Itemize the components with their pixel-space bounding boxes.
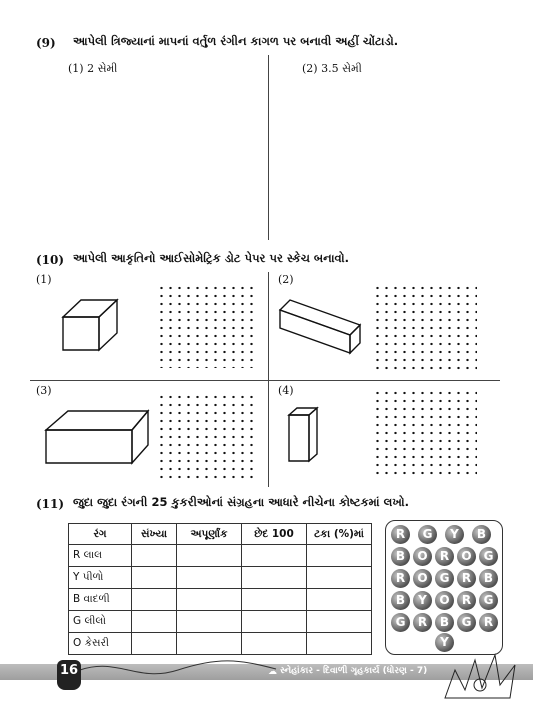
counter-ball: O [435, 591, 454, 610]
row-label-red: R લાલ [69, 545, 132, 567]
counter-ball: O [413, 569, 432, 588]
row-label-orange: O કેસરી [69, 633, 132, 655]
answer-cell[interactable] [307, 545, 372, 567]
table-row [69, 633, 372, 655]
row-label-green: G લીલો [69, 611, 132, 633]
answer-cell[interactable] [177, 567, 242, 589]
answer-cell[interactable] [177, 633, 242, 655]
answer-cell[interactable] [132, 633, 177, 655]
q11-number: (11) [36, 497, 65, 511]
fig3-dot-paper [157, 393, 259, 479]
row-label-blue: B વાદળી [69, 589, 132, 611]
answer-cell[interactable] [132, 545, 177, 567]
q9-divider [268, 55, 269, 240]
counter-ball: Y [413, 591, 432, 610]
fig2-box-drawing [278, 295, 363, 357]
answer-cell[interactable] [177, 589, 242, 611]
counter-ball: B [479, 569, 498, 588]
q10-text: આપેલી આકૃતિનો આઈસોમેટ્રિક ડોટ પેપર પર સ્કેચ બનાવો. [73, 251, 349, 265]
answer-cell[interactable] [177, 611, 242, 633]
fig3-label: (3) [36, 384, 52, 397]
answer-cell[interactable] [242, 567, 307, 589]
cloud-icon: ☁ [268, 667, 277, 677]
answer-cell[interactable] [307, 611, 372, 633]
answer-cell[interactable] [307, 589, 372, 611]
counter-ball: G [479, 591, 498, 610]
row-label-yellow: Y પીળો [69, 567, 132, 589]
counter-ball: B [391, 591, 410, 610]
answer-cell[interactable] [177, 545, 242, 567]
q9-number: (9) [36, 36, 56, 50]
q10-number: (10) [36, 253, 65, 267]
counter-ball: Y [445, 525, 464, 544]
fig4-label: (4) [278, 384, 294, 397]
fig4-box-drawing [285, 405, 325, 465]
answer-cell[interactable] [242, 545, 307, 567]
color-count-table [68, 523, 372, 655]
fig1-dot-paper [157, 284, 259, 368]
fig3-box-drawing [40, 405, 152, 467]
counter-ball: R [457, 569, 476, 588]
q9-part2: (2) 3.5 સેમી [302, 62, 362, 75]
q9-part1: (1) 2 સેમી [68, 62, 118, 75]
q11-text: જુદા જુદા રંગની 25 કુકરીઓનાં સંગ્રહના આધારે નીચેના કોષ્ટકમાં લખો. [73, 495, 410, 509]
answer-cell[interactable] [242, 589, 307, 611]
counter-ball: R [479, 613, 498, 632]
header-color: રંગ [69, 524, 132, 545]
counter-ball: B [435, 613, 454, 632]
counter-ball: O [413, 547, 432, 566]
answer-cell[interactable] [242, 611, 307, 633]
header-percent: ટકા (%)માં [307, 524, 372, 545]
footer-title: સ્નેહાંકાર - દિવાળી ગૃહકાર્ય (ધોરણ - 7) [280, 666, 428, 676]
counter-ball: B [391, 547, 410, 566]
table-row [69, 545, 372, 567]
fig1-box-drawing [55, 295, 125, 355]
header-count: સંખ્યા [132, 524, 177, 545]
counter-ball: G [479, 547, 498, 566]
fig1-label: (1) [36, 273, 52, 286]
answer-cell[interactable] [307, 567, 372, 589]
counter-ball: G [435, 569, 454, 588]
fig2-dot-paper [373, 284, 477, 370]
header-fraction: અપૂર્ણાંક [177, 524, 242, 545]
footer-wire-decoration [78, 655, 278, 685]
counter-ball: G [457, 613, 476, 632]
counter-ball: R [391, 525, 410, 544]
table-row [69, 567, 372, 589]
counter-ball: G [418, 525, 437, 544]
counter-ball: G [391, 613, 410, 632]
header-denominator-100: છેદ 100 [242, 524, 307, 545]
fig4-dot-paper [373, 389, 477, 479]
table-row [69, 589, 372, 611]
counter-ball: Y [435, 633, 454, 652]
counter-balls-panel [385, 520, 503, 655]
answer-cell[interactable] [132, 567, 177, 589]
table-header-row [69, 524, 372, 545]
answer-cell[interactable] [132, 589, 177, 611]
counter-ball: O [457, 547, 476, 566]
counter-ball: R [457, 591, 476, 610]
q9-text: આપેલી ત્રિજ્યાનાં માપનાં વર્તુળ રંગીન કાગળ પર બનાવી અહીં ચોંટાડો. [73, 34, 399, 48]
counter-ball: R [435, 547, 454, 566]
answer-cell[interactable] [132, 611, 177, 633]
counter-ball: R [391, 569, 410, 588]
fig2-label: (2) [278, 273, 294, 286]
answer-cell[interactable] [242, 633, 307, 655]
answer-cell[interactable] [307, 633, 372, 655]
page-number: 16 [59, 663, 79, 678]
cartoon-decoration-icon [440, 650, 520, 700]
q10-horizontal-divider [30, 380, 500, 381]
counter-ball: B [472, 525, 491, 544]
counter-ball: R [413, 613, 432, 632]
table-row [69, 611, 372, 633]
